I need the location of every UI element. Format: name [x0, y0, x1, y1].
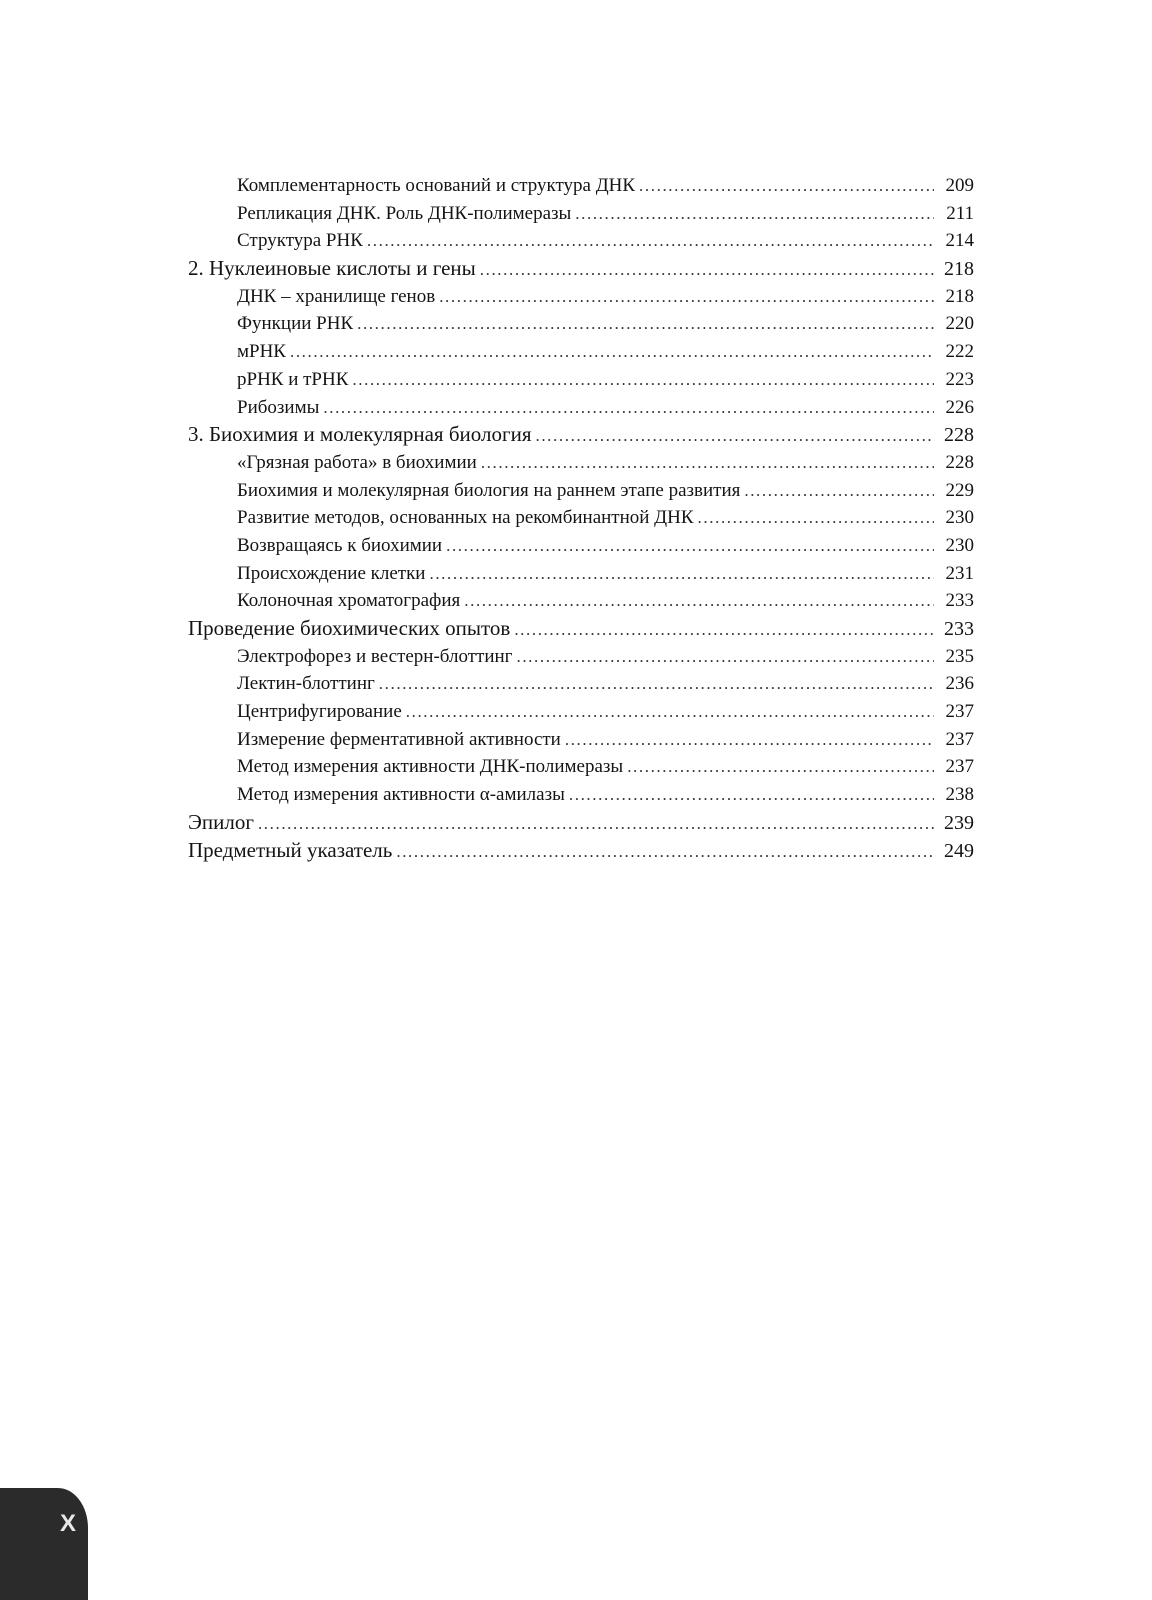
toc-chapter-entry[interactable] — [188, 421, 974, 449]
toc-entry[interactable] — [188, 753, 974, 781]
toc-entry-page: 237 — [945, 756, 974, 778]
toc-entry-title: «Грязная работа» в биохимии — [237, 451, 477, 473]
toc-leader-dots — [481, 449, 934, 477]
toc-entry[interactable] — [188, 449, 974, 477]
toc-entry-page: 228 — [945, 451, 974, 473]
toc-leader-dots — [396, 838, 934, 866]
toc-entry[interactable] — [188, 172, 974, 200]
table-of-contents — [188, 172, 974, 864]
toc-entry-page: 235 — [945, 645, 974, 667]
toc-leader-dots — [627, 753, 934, 781]
toc-leader-dots — [323, 394, 934, 422]
toc-entry-title: Эпилог — [188, 809, 254, 834]
toc-leader-dots — [429, 560, 934, 588]
toc-entry[interactable] — [188, 394, 974, 422]
toc-leader-dots — [439, 283, 934, 311]
toc-entry[interactable] — [188, 560, 974, 588]
toc-entry-page: 222 — [945, 341, 974, 363]
toc-entry-title: мРНК — [237, 341, 286, 363]
toc-leader-dots — [565, 726, 934, 754]
toc-entry-page: 237 — [945, 728, 974, 750]
toc-entry[interactable] — [188, 310, 974, 338]
toc-entry-title: Колоночная хроматография — [237, 590, 461, 612]
toc-entry[interactable] — [188, 283, 974, 311]
toc-entry-page: 209 — [945, 175, 974, 196]
toc-entry-title: Биохимия и молекулярная биология на раннем этапе развития — [237, 479, 741, 501]
toc-leader-dots — [446, 532, 934, 560]
toc-entry-title: Функции РНК — [237, 313, 354, 335]
toc-entry-title: Предметный указатель — [188, 837, 393, 862]
toc-entry[interactable] — [188, 781, 974, 809]
toc-leader-dots — [575, 200, 934, 228]
toc-entry-title: Структура РНК — [237, 230, 363, 252]
toc-entry[interactable] — [188, 726, 974, 754]
toc-entry-page: 238 — [945, 784, 974, 806]
toc-entry-title: Лектин-блоттинг — [237, 673, 375, 695]
toc-leader-dots — [352, 366, 934, 394]
toc-entry-title: ДНК – хранилище генов — [237, 285, 436, 307]
toc-entry-page: 237 — [945, 701, 974, 723]
toc-entry-title: Рибозимы — [237, 396, 320, 418]
toc-leader-dots — [480, 256, 934, 284]
toc-leader-dots — [698, 504, 934, 532]
toc-entry-title: Электрофорез и вестерн-блоттинг — [237, 645, 513, 667]
toc-leader-dots — [464, 587, 934, 615]
toc-entry[interactable] — [188, 504, 974, 532]
toc-entry[interactable] — [188, 670, 974, 698]
toc-leader-dots — [639, 172, 934, 200]
toc-leader-dots — [744, 477, 934, 505]
toc-entry-page: 214 — [945, 230, 974, 252]
toc-leader-dots — [516, 643, 934, 671]
toc-entry-page: 228 — [944, 424, 974, 447]
toc-entry[interactable] — [188, 532, 974, 560]
toc-entry[interactable] — [188, 366, 974, 394]
toc-chapter-entry[interactable] — [188, 837, 974, 865]
toc-entry[interactable] — [188, 227, 974, 255]
toc-leader-dots — [357, 310, 934, 338]
toc-entry[interactable] — [188, 587, 974, 615]
toc-leader-dots — [290, 338, 934, 366]
toc-entry[interactable] — [188, 477, 974, 505]
toc-entry-page: 239 — [944, 811, 974, 834]
toc-entry-page: 233 — [945, 590, 974, 612]
toc-entry-page: 218 — [945, 285, 974, 307]
toc-chapter-entry[interactable] — [188, 615, 974, 643]
toc-entry-page: 211 — [946, 202, 974, 224]
toc-entry[interactable] — [188, 643, 974, 671]
toc-entry-title: Репликация ДНК. Роль ДНК-полимеразы — [237, 202, 572, 224]
toc-entry-title: 3. Биохимия и молекулярная биология — [188, 422, 532, 447]
toc-entry-page: 231 — [945, 562, 974, 584]
toc-entry-page: 233 — [944, 618, 974, 640]
toc-entry-title: Комплементарность оснований и структура ДНК — [237, 175, 636, 196]
toc-entry-title: 2. Нуклеиновые кислоты и гены — [188, 256, 476, 281]
page-number-label: X — [60, 1510, 77, 1537]
toc-leader-dots — [535, 422, 934, 450]
toc-entry-title: Проведение биохимических опытов — [188, 616, 511, 640]
toc-entry-title: рРНК и тРНК — [237, 368, 349, 390]
toc-entry-page: 236 — [945, 673, 974, 695]
toc-leader-dots — [379, 670, 934, 698]
toc-entry-title: Измерение ферментативной активности — [237, 728, 561, 750]
toc-entry-page: 218 — [944, 258, 974, 281]
toc-entry-page: 230 — [945, 507, 974, 529]
toc-entry-page: 226 — [945, 396, 974, 418]
toc-entry-title: Центрифугирование — [237, 701, 402, 723]
toc-leader-dots — [406, 698, 934, 726]
toc-entry-title: Метод измерения активности ДНК-полимеразы — [237, 756, 624, 778]
toc-entry-page: 223 — [945, 368, 974, 390]
toc-entry-page: 249 — [944, 839, 974, 862]
toc-entry-title: Метод измерения активности α-амилазы — [237, 784, 565, 806]
toc-leader-dots — [367, 227, 934, 255]
toc-entry-title: Происхождение клетки — [237, 562, 426, 584]
toc-entry[interactable] — [188, 200, 974, 228]
toc-leader-dots — [258, 810, 934, 838]
toc-entry-page: 229 — [945, 479, 974, 501]
toc-leader-dots — [514, 616, 934, 644]
toc-entry[interactable] — [188, 338, 974, 366]
page-folio-tab — [0, 1488, 88, 1600]
toc-entry-page: 220 — [945, 313, 974, 335]
toc-entry-title: Развитие методов, основанных на рекомбинантной ДНК — [237, 507, 694, 529]
toc-chapter-entry[interactable] — [188, 809, 974, 837]
toc-entry-page: 230 — [945, 534, 974, 556]
toc-chapter-entry[interactable] — [188, 255, 974, 283]
toc-entry-title: Возвращаясь к биохимии — [237, 534, 443, 556]
toc-leader-dots — [569, 781, 934, 809]
toc-entry[interactable] — [188, 698, 974, 726]
